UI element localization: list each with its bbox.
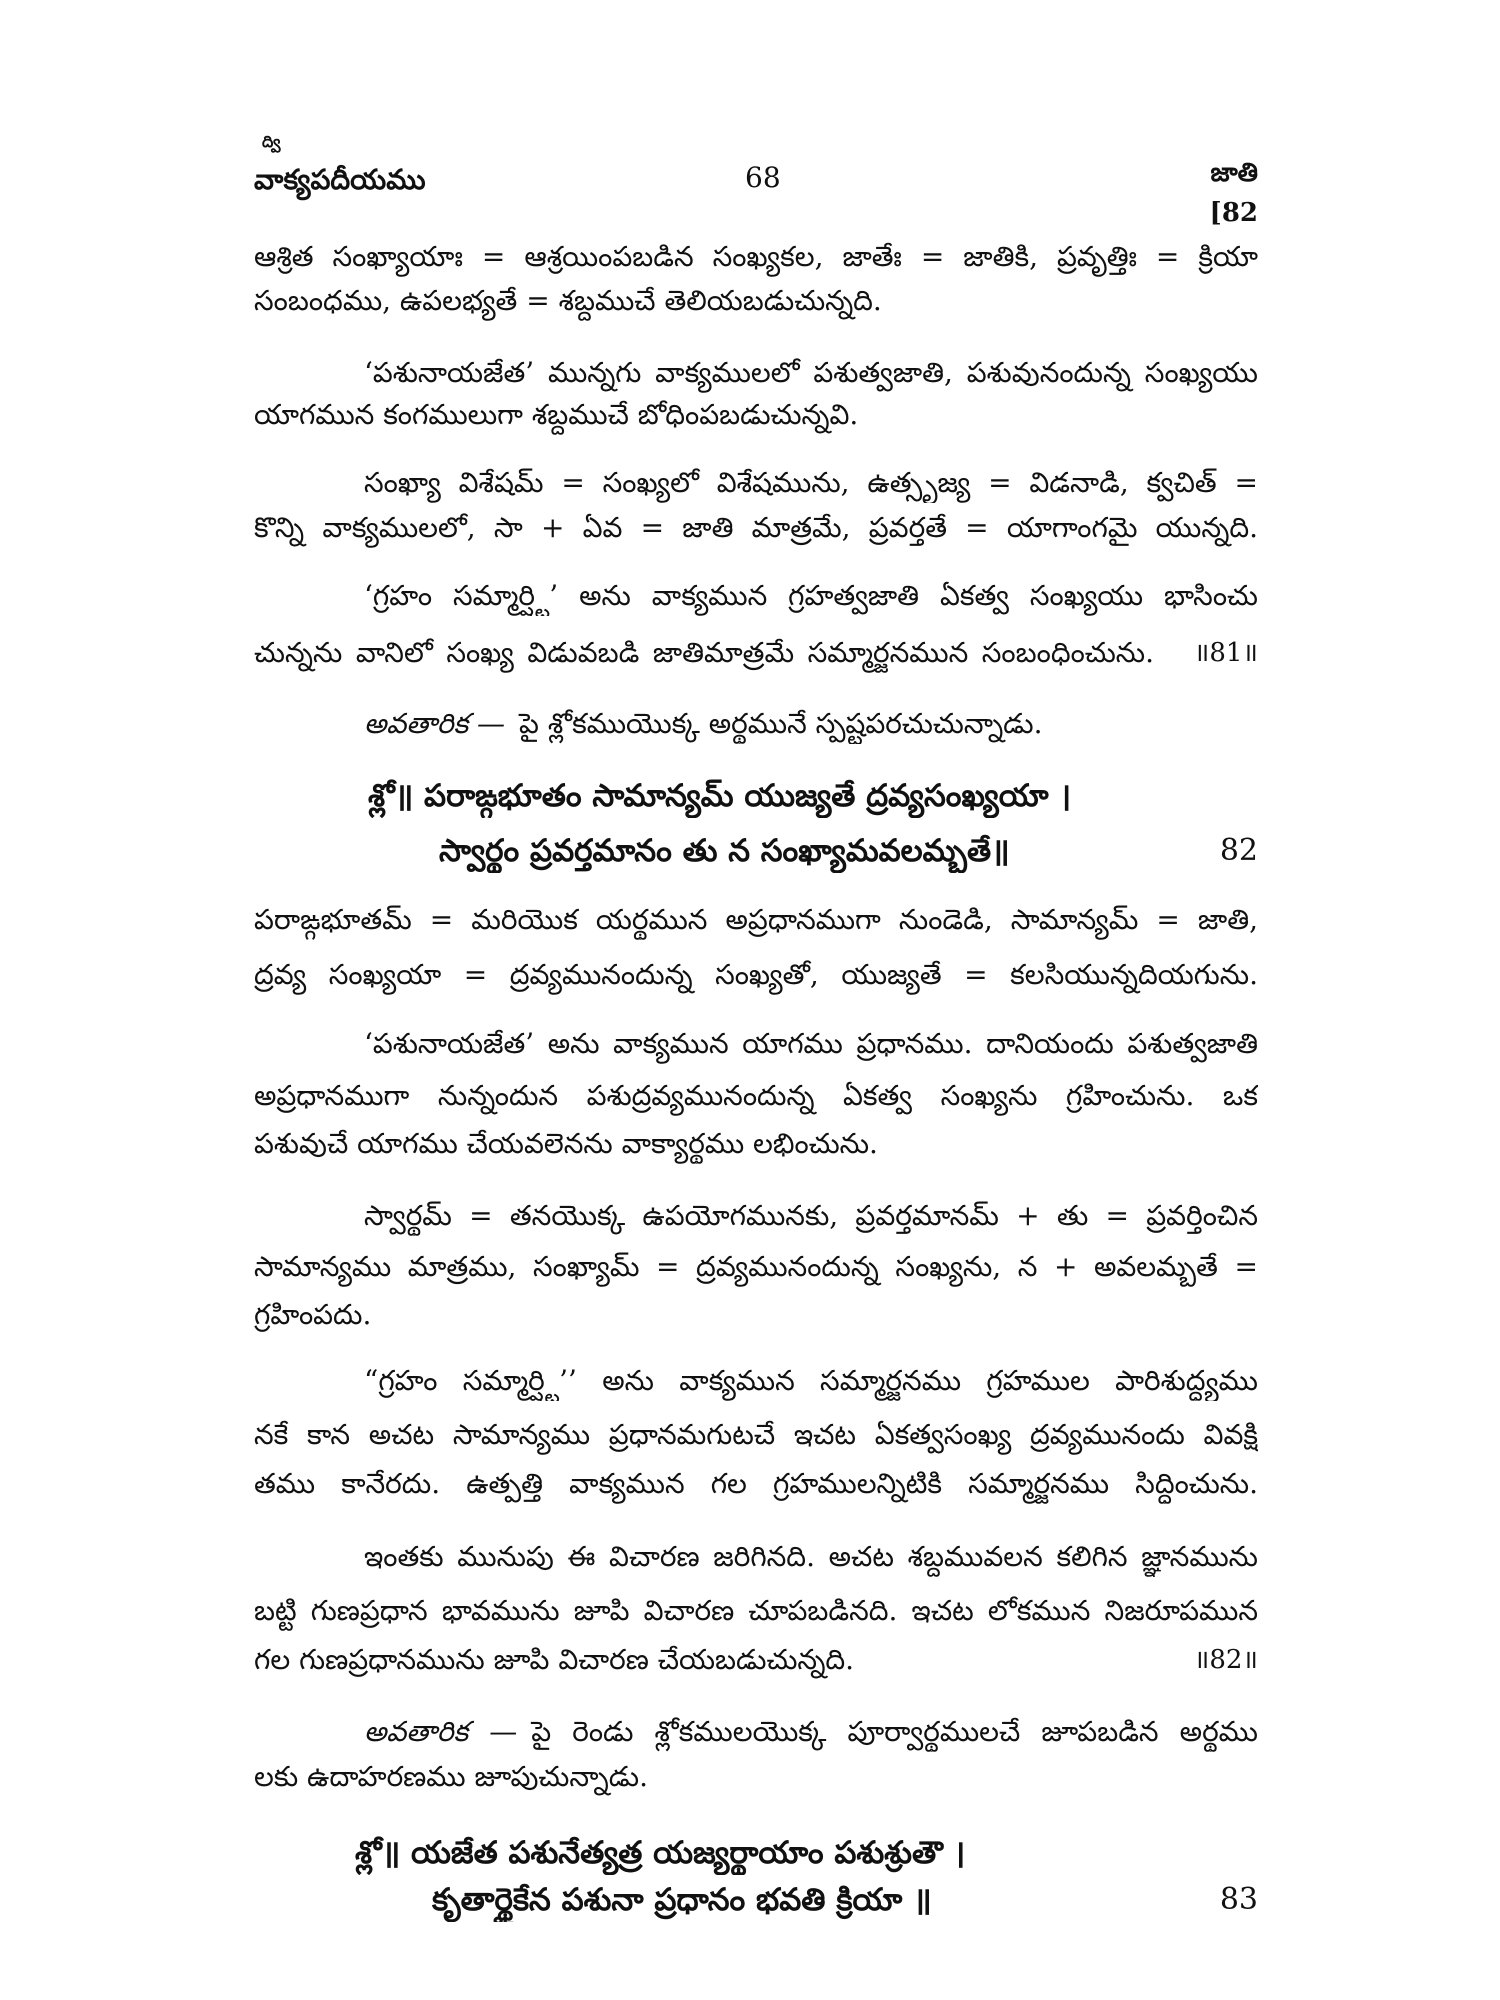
example-line: తము కానేరదు. ఉత్పత్తి వాక్యమున గల గ్రహములన్నిటికి సమ్మార్జనము సిద్ధించును. (254, 1467, 1258, 1500)
section-verse-ref: [82 (1209, 198, 1258, 228)
gloss-line: గ్రహింపదు. (254, 1298, 372, 1331)
gloss-line: ద్రవ్య సంఖ్యయా = ద్రవ్యమునందున్న సంఖ్యతో, యుజ్యతే = కలసియున్నదియగును. (254, 958, 1258, 991)
example-line: చున్నను వానిలో సంఖ్య విడువబడి జాతిమాత్రమే సమ్మార్జనమున సంబంధించును. (254, 636, 1154, 669)
book-title: వాక్యపదీయము (254, 163, 426, 196)
avatarika-label: అవతారిక — (364, 707, 506, 740)
note-line: గల గుణప్రధానమును జూపి విచారణ చేయబడుచున్నది. (254, 1643, 855, 1676)
avatarika-text: పై శ్లోకముయొక్క అర్థమునే స్పష్టపరచుచున్నాడు. (519, 707, 1043, 740)
gloss-line: స్వార్థమ్ = తనయొక్క ఉపయోగమునకు, ప్రవర్తమానమ్ + తు = ప్రవర్తించిన (364, 1199, 1258, 1232)
verse-line: కృతార్థైకేన పశునా ప్రధానం భవతి క్రియా ॥ (432, 1882, 932, 1918)
gloss-line: సామాన్యము మాత్రము, సంఖ్యామ్ = ద్రవ్యమునందున్న సంఖ్యను, న + అవలమ్బతే = (254, 1250, 1258, 1283)
verse-end-marker: ॥81॥ (1193, 638, 1258, 668)
gloss-line: పరాఙ్గభూతమ్ = మరియొక యర్థమున అప్రధానముగా నుండెడి, సామాన్యమ్ = జాతి, (254, 903, 1258, 936)
note-line: బట్టి గుణప్రధాన భావమును జూపి విచారణ చూపబడినది. ఇచట లోకమున నిజరూపమున (254, 1594, 1258, 1627)
gloss-line: సంబంధము, ఉపలభ్యతే = శబ్దముచే తెలియబడుచున్నది. (254, 284, 882, 317)
verse-number: 82 (1219, 833, 1258, 868)
verse-line: శ్లో॥ యజేత పశునేత్యత్ర యజ్యర్థాయాం పశుశ్రుతౌ । (355, 1835, 966, 1871)
example-line: ‘పశునాయజేత’ అను వాక్యమున యాగము ప్రధానము. దానియందు పశుత్వజాతి (364, 1027, 1258, 1060)
gloss-line: కొన్ని వాక్యములలో, సా + ఏవ = జాతి మాత్రమే, ప్రవర్తతే = యాగాంగమై యున్నది. (254, 511, 1258, 544)
verse-end-marker: ॥82॥ (1193, 1645, 1258, 1675)
verse-line: శ్లో॥ పరాఙ్గభూతం సామాన్యమ్ యుజ్యతే ద్రవ్యసంఖ్యయా । (368, 778, 1072, 814)
avatarika-label: అవతారిక — (364, 1715, 518, 1748)
kanda-mark: ద్వి (262, 132, 281, 151)
verse-line: స్వార్థం ప్రవర్తమానం తు న సంఖ్యామవలమ్బతే॥ (439, 833, 1010, 869)
verse-number: 83 (1219, 1882, 1258, 1917)
avatarika-text: పై రెండు శ్లోకములయొక్క పూర్వార్థములచే జూపబడిన అర్థము (531, 1715, 1258, 1748)
example-line: “గ్రహం సమ్మార్ష్టి’’ అను వాక్యమున సమ్మార్జనము గ్రహముల పారిశుద్ధ్యము (364, 1364, 1258, 1397)
page-number: 68 (745, 161, 781, 194)
explanation-line: యాగమున కంగములుగా శబ్దముచే బోధింపబడుచున్నవి. (254, 398, 859, 431)
gloss-line: సంఖ్యా విశేషమ్ = సంఖ్యలో విశేషమును, ఉత్సృజ్య = విడనాడి, క్వచిత్ = (364, 466, 1258, 499)
explanation-line: ‘పశునాయజేత’ మున్నగు వాక్యములలో పశుత్వజాతి, పశువునందున్న సంఖ్యయు (364, 356, 1258, 389)
avatarika-text: లకు ఉదాహరణము జూపుచున్నాడు. (254, 1760, 649, 1793)
example-line: పశువుచే యాగము చేయవలెనను వాక్యార్థము లభించును. (254, 1127, 878, 1160)
gloss-line: ఆశ్రిత సంఖ్యాయాః = ఆశ్రయింపబడిన సంఖ్యకల, జాతేః = జాతికి, ప్రవృత్తిః = క్రియా (254, 240, 1258, 273)
note-line: ఇంతకు మునుపు ఈ విచారణ జరిగినది. అచట శబ్దమువలన కలిగిన జ్ఞానమును (364, 1540, 1258, 1573)
section-title: జాతి (1210, 158, 1258, 188)
avatarika-line (364, 704, 1258, 744)
example-line: ‘గ్రహం సమ్మార్ష్టి’ అను వాక్యమున గ్రహత్వజాతి ఏకత్వ సంఖ్యయు భాసించు (364, 579, 1258, 612)
example-line: అప్రధానముగా నున్నందున పశుద్రవ్యమునందున్న ఏకత్వ సంఖ్యను గ్రహించును. ఒక (254, 1079, 1258, 1112)
example-line: నకే కాన అచట సామాన్యము ప్రధానమగుటచే ఇచట ఏకత్వసంఖ్య ద్రవ్యమునందు వివక్షి (254, 1418, 1258, 1451)
avatarika-line (364, 1712, 1258, 1752)
